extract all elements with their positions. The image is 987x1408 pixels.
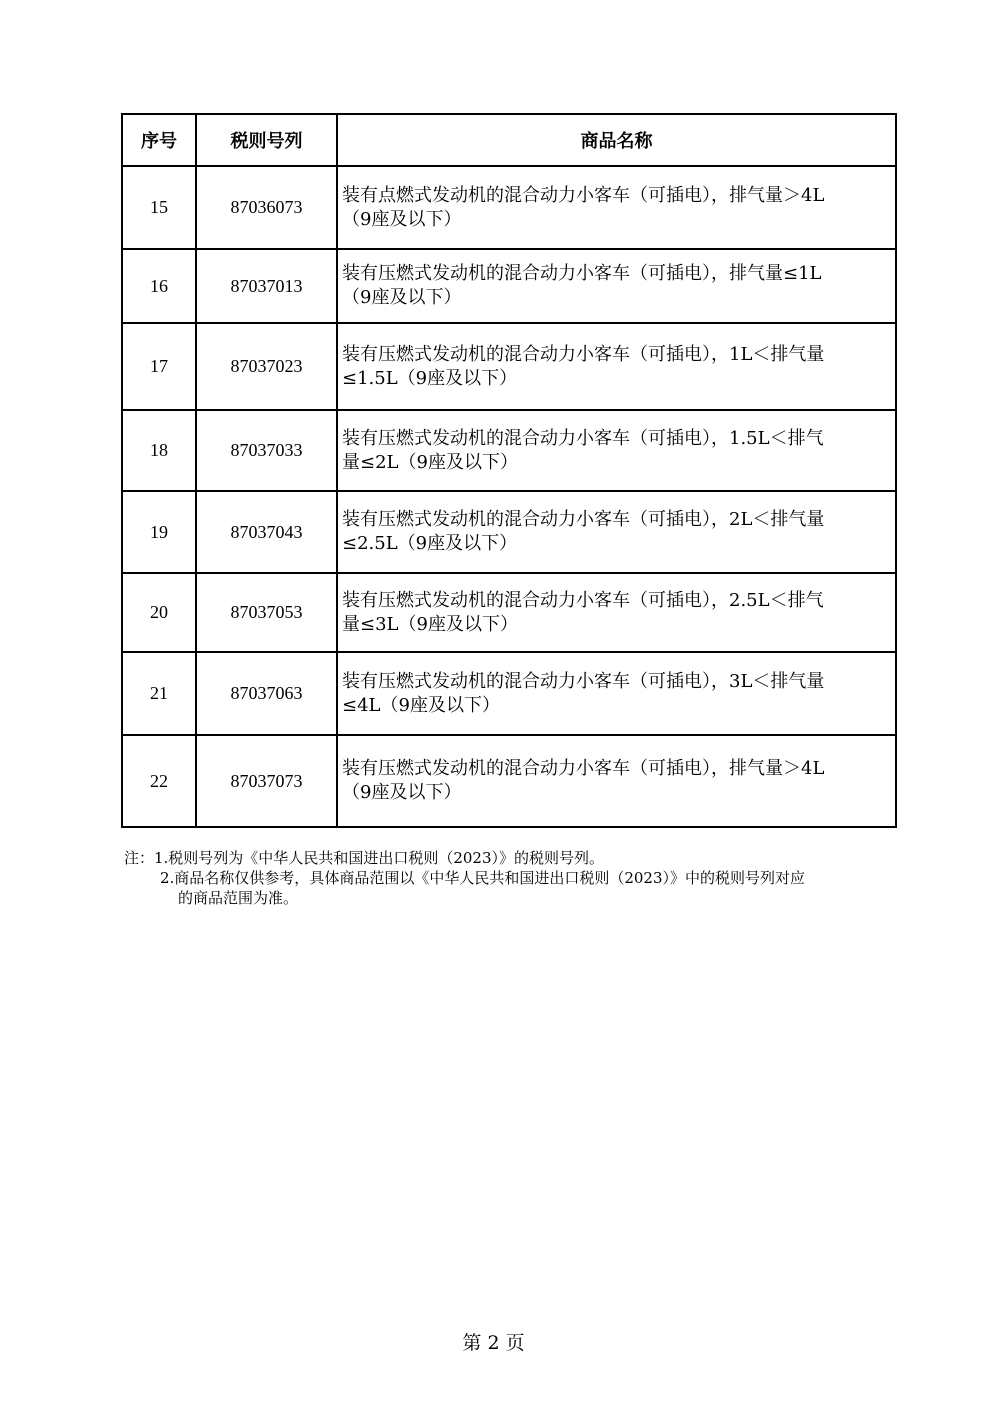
cell-seq: 15 (122, 166, 196, 249)
cell-name-line1: 装有压燃式发动机的混合动力小客车（可插电），2.5L＜排气 (342, 589, 824, 611)
cell-seq: 21 (122, 652, 196, 735)
cell-code: 87037013 (196, 249, 337, 323)
table-row (122, 652, 896, 735)
table-row (122, 166, 896, 249)
cell-name-line1: 装有压燃式发动机的混合动力小客车（可插电），3L＜排气量 (342, 670, 825, 692)
cell-name-line2: （9座及以下） (342, 287, 462, 308)
cell-name (337, 166, 896, 249)
table-row (122, 735, 896, 827)
page-number: 第 2 页 (462, 1332, 525, 1354)
note-2: 2.商品名称仅供参考，具体商品范围以《中华人民共和国进出口税则（2023）》中的税则号列对应 (160, 869, 805, 887)
cell-code: 87037023 (196, 323, 337, 410)
table-row (122, 249, 896, 323)
cell-seq: 22 (122, 735, 196, 827)
cell-name-line2: ≤2.5L（9座及以下） (342, 533, 518, 554)
cell-name-line2: （9座及以下） (342, 208, 462, 230)
table-row (122, 491, 896, 573)
cell-seq: 16 (122, 249, 196, 323)
table-row (122, 323, 896, 410)
tariff-table (121, 113, 897, 828)
cell-code: 87037043 (196, 491, 337, 573)
note-1: 注：1.税则号列为《中华人民共和国进出口税则（2023）》的税则号列。 (124, 849, 604, 867)
cell-name-line2: 量≤2L（9座及以下） (342, 451, 518, 473)
cell-seq: 17 (122, 323, 196, 410)
cell-name (337, 249, 896, 323)
cell-name-line1: 装有压燃式发动机的混合动力小客车（可插电），排气量≤1L (342, 263, 822, 284)
cell-name-line2: （9座及以下） (342, 782, 462, 803)
table-header-row (122, 114, 896, 166)
cell-seq: 19 (122, 491, 196, 573)
cell-name-line1: 装有压燃式发动机的混合动力小客车（可插电），1.5L＜排气 (342, 427, 824, 449)
cell-name (337, 735, 896, 827)
note-2-continued: 的商品范围为准。 (178, 889, 299, 907)
cell-name (337, 410, 896, 491)
header-code: 税则号列 (196, 114, 337, 166)
cell-name-line1: 装有点燃式发动机的混合动力小客车（可插电），排气量＞4L (342, 184, 825, 206)
cell-name (337, 573, 896, 652)
cell-code: 87037053 (196, 573, 337, 652)
cell-name-line2: ≤4L（9座及以下） (342, 694, 500, 716)
cell-name-line2: ≤1.5L（9座及以下） (342, 367, 518, 389)
cell-code: 87037063 (196, 652, 337, 735)
cell-name (337, 323, 896, 410)
cell-name-line1: 装有压燃式发动机的混合动力小客车（可插电），排气量＞4L (342, 758, 825, 779)
cell-name (337, 491, 896, 573)
cell-name (337, 652, 896, 735)
cell-code: 87037033 (196, 410, 337, 491)
cell-code: 87036073 (196, 166, 337, 249)
header-name: 商品名称 (337, 114, 896, 166)
cell-seq: 18 (122, 410, 196, 491)
table-row (122, 410, 896, 491)
cell-name-line1: 装有压燃式发动机的混合动力小客车（可插电），2L＜排气量 (342, 509, 825, 530)
header-seq: 序号 (122, 114, 196, 166)
cell-name-line1: 装有压燃式发动机的混合动力小客车（可插电），1L＜排气量 (342, 343, 825, 365)
cell-code: 87037073 (196, 735, 337, 827)
cell-seq: 20 (122, 573, 196, 652)
table-row (122, 573, 896, 652)
cell-name-line2: 量≤3L（9座及以下） (342, 613, 518, 635)
table-notes (124, 848, 894, 908)
